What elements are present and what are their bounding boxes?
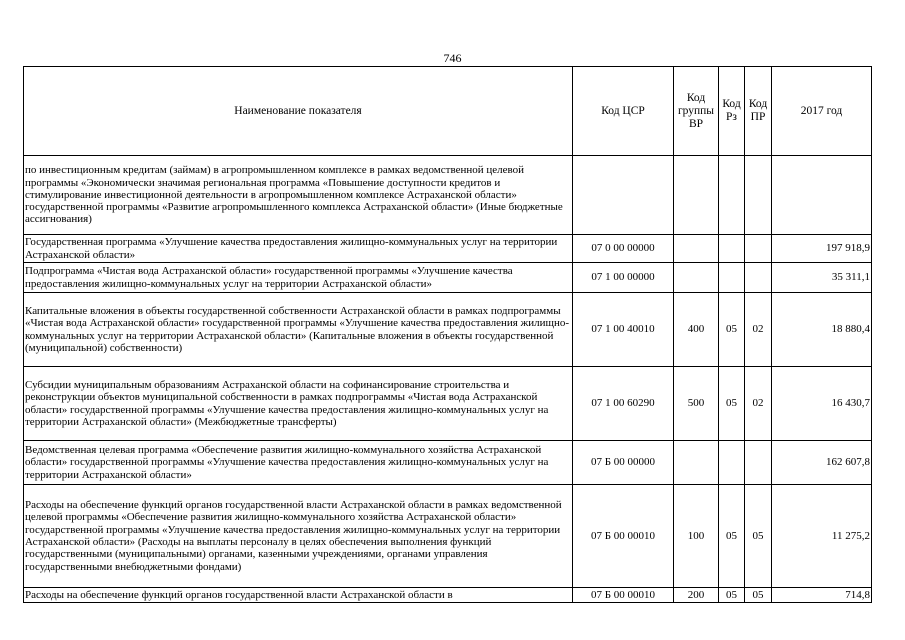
row-pr: 02 [745, 367, 772, 441]
row-name: Субсидии муниципальным образованиям Астраханской области на софинансирование строительства и реконструкции объектов муниципальной собственности в рамках подпрограммы «Чистая вода Астраханской области» государственной программы «Улучшение качества предоставления жилищно-коммунальных услуг на территории Астраханской области» (Межбюджетные трансферты) [24, 367, 573, 441]
row-rz [719, 263, 745, 293]
header-csr: Код ЦСР [573, 67, 674, 156]
row-pr [745, 263, 772, 293]
row-csr: 07 1 00 60290 [573, 367, 674, 441]
header-vr: Код группы ВР [674, 67, 719, 156]
header-pr: Код ПР [745, 67, 772, 156]
header-year: 2017 год [772, 67, 872, 156]
header-name: Наименование показателя [24, 67, 573, 156]
budget-table [23, 66, 872, 603]
row-csr [573, 156, 674, 235]
row-rz [719, 441, 745, 485]
page-number: 746 [443, 51, 462, 65]
table-header-row [24, 67, 872, 156]
row-amount: 714,8 [772, 588, 872, 603]
row-amount: 162 607,8 [772, 441, 872, 485]
table-row [24, 367, 872, 441]
row-vr: 100 [674, 485, 719, 588]
row-vr [674, 441, 719, 485]
row-name: Ведомственная целевая программа «Обеспечение развития жилищно-коммунального хозяйства Астраханской области» государственной программы «Улучшение качества предоставления жилищно-коммунальных услуг на территории Астраханской области» [24, 441, 573, 485]
row-name: по инвестиционным кредитам (займам) в агропромышленном комплексе в рамках ведомственной целевой программы «Экономически значимая региональная программа «Повышение доступности кредитов и стимулирование инвестиционной деятельности в агропромышленном комплексе Астраханской области» государственной программы «Развитие агропромышленного комплекса Астраханской области» (Иные бюджетные ассигнования) [24, 156, 573, 235]
table-row [24, 588, 872, 603]
row-csr: 07 Б 00 00010 [573, 485, 674, 588]
row-csr: 07 0 00 00000 [573, 235, 674, 263]
row-pr [745, 156, 772, 235]
row-vr: 400 [674, 293, 719, 367]
header-rz: Код Рз [719, 67, 745, 156]
row-amount: 35 311,1 [772, 263, 872, 293]
row-amount: 197 918,9 [772, 235, 872, 263]
row-vr [674, 263, 719, 293]
row-pr: 05 [745, 485, 772, 588]
row-vr: 200 [674, 588, 719, 603]
table-row [24, 263, 872, 293]
row-name: Расходы на обеспечение функций органов государственной власти Астраханской области в [24, 588, 573, 603]
row-rz: 05 [719, 485, 745, 588]
row-rz: 05 [719, 367, 745, 441]
row-pr [745, 235, 772, 263]
row-name: Подпрограмма «Чистая вода Астраханской области» государственной программы «Улучшение качества предоставления жилищно-коммунальных услуг на территории Астраханской области» [24, 263, 573, 293]
row-csr: 07 Б 00 00010 [573, 588, 674, 603]
row-amount: 16 430,7 [772, 367, 872, 441]
row-vr: 500 [674, 367, 719, 441]
table-row [24, 441, 872, 485]
row-csr: 07 1 00 00000 [573, 263, 674, 293]
row-vr [674, 235, 719, 263]
row-pr: 02 [745, 293, 772, 367]
table-row [24, 235, 872, 263]
row-amount: 11 275,2 [772, 485, 872, 588]
row-csr: 07 Б 00 00000 [573, 441, 674, 485]
row-rz: 05 [719, 293, 745, 367]
row-amount [772, 156, 872, 235]
row-amount: 18 880,4 [772, 293, 872, 367]
row-csr: 07 1 00 40010 [573, 293, 674, 367]
row-pr: 05 [745, 588, 772, 603]
row-rz [719, 235, 745, 263]
row-vr [674, 156, 719, 235]
row-rz: 05 [719, 588, 745, 603]
table-row [24, 156, 872, 235]
table-row [24, 293, 872, 367]
table-row [24, 485, 872, 588]
row-pr [745, 441, 772, 485]
row-rz [719, 156, 745, 235]
row-name: Расходы на обеспечение функций органов государственной власти Астраханской области в рамках ведомственной целевой программы «Обеспечение развития жилищно-коммунального хозяйства Астраханской области» государственной программы «Улучшение качества предоставления жилищно-коммунальных услуг на территории Астраханской области» (Расходы на выплаты персоналу в целях обеспечения выполнения функций государственными (муниципальными) органами, казенными учреждениями, органами управления государственными внебюджетными фондами) [24, 485, 573, 588]
row-name: Государственная программа «Улучшение качества предоставления жилищно-коммунальных услуг на территории Астраханской области» [24, 235, 573, 263]
row-name: Капитальные вложения в объекты государственной собственности Астраханской области в рамках подпрограммы «Чистая вода Астраханской области» государственной программы «Улучшение качества предоставления жилищно-коммунальных услуг на территории Астраханской области» (Капитальные вложения в объекты государственной (муниципальной) собственности) [24, 293, 573, 367]
